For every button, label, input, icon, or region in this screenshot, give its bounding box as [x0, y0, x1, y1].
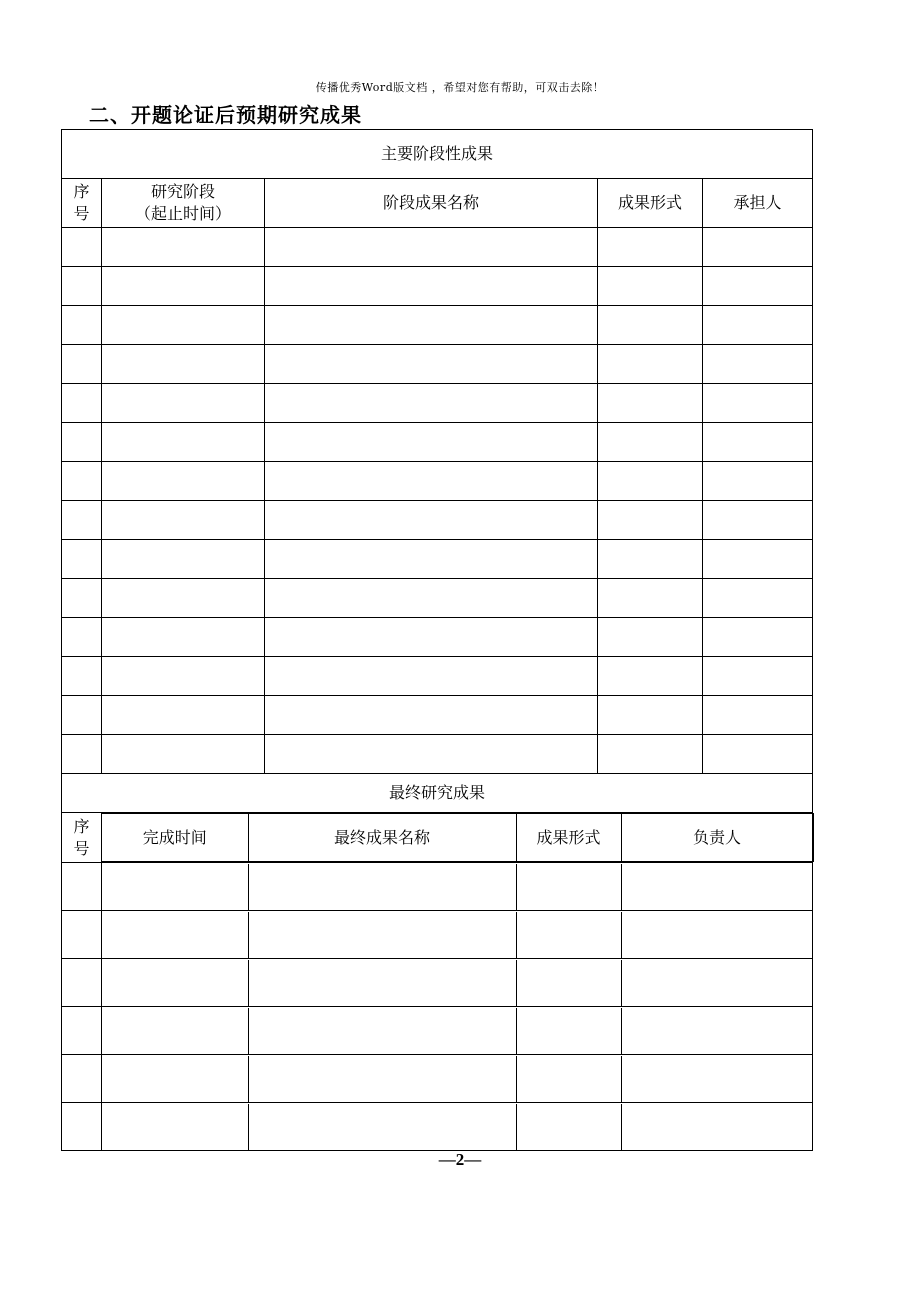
stage-cell-form[interactable] [598, 423, 703, 462]
stage-cell-seq[interactable] [62, 228, 102, 267]
stage-cell-owner[interactable] [703, 540, 813, 579]
stage-cell-name[interactable] [265, 618, 598, 657]
stage-cell-form[interactable] [598, 384, 703, 423]
page-number: —2— [438, 1150, 482, 1169]
stage-table-row [62, 345, 813, 384]
results-table [61, 129, 813, 1151]
stage-cell-form[interactable] [598, 579, 703, 618]
stage-cell-seq[interactable] [62, 384, 102, 423]
stage-header-period-line2: （起止时间） [134, 204, 231, 223]
stage-cell-period[interactable] [102, 267, 265, 306]
stage-cell-name[interactable] [265, 540, 598, 579]
final-row-inner [102, 864, 813, 910]
stage-cell-seq[interactable] [62, 618, 102, 657]
final-cell-form[interactable] [516, 1056, 621, 1102]
stage-cell-name[interactable] [265, 501, 598, 540]
stage-cell-period[interactable] [102, 618, 265, 657]
stage-cell-form[interactable] [598, 501, 703, 540]
stage-cell-period[interactable] [102, 657, 265, 696]
final-header-seq [62, 813, 102, 863]
stage-cell-period[interactable] [102, 540, 265, 579]
final-cell-form[interactable] [516, 864, 621, 910]
stage-cell-owner[interactable] [703, 735, 813, 774]
final-cell-form[interactable] [516, 960, 621, 1006]
stage-cell-owner[interactable] [703, 618, 813, 657]
stage-cell-period[interactable] [102, 501, 265, 540]
stage-cell-form[interactable] [598, 306, 703, 345]
final-row-inner [102, 1056, 813, 1102]
stage-cell-seq[interactable] [62, 462, 102, 501]
stage-cell-name[interactable] [265, 462, 598, 501]
stage-cell-seq[interactable] [62, 345, 102, 384]
section-title: 二、开题论证后预期研究成果 [89, 103, 362, 127]
final-results-banner: 最终研究成果 [62, 774, 813, 813]
final-row-group [102, 911, 813, 959]
stage-cell-owner[interactable] [703, 657, 813, 696]
stage-table-row [62, 423, 813, 462]
stage-table-row [62, 696, 813, 735]
stage-cell-name[interactable] [265, 384, 598, 423]
stage-header-period-line1: 研究阶段 [150, 182, 215, 201]
stage-cell-name[interactable] [265, 306, 598, 345]
stage-cell-owner[interactable] [703, 228, 813, 267]
stage-header-period [102, 179, 265, 228]
final-cell-name[interactable] [248, 1056, 516, 1102]
final-cell-owner[interactable] [621, 1056, 813, 1102]
final-header-seq-line2: 号 [73, 838, 90, 858]
final-cell-seq[interactable] [62, 911, 102, 959]
stage-header-seq-line1: 序 [73, 182, 90, 201]
stage-table-row [62, 384, 813, 423]
stage-cell-form[interactable] [598, 345, 703, 384]
final-table-row [62, 1103, 813, 1151]
stage-cell-owner[interactable] [703, 384, 813, 423]
stage-cell-name[interactable] [265, 228, 598, 267]
final-cell-seq[interactable] [62, 959, 102, 1007]
stage-cell-period[interactable] [102, 384, 265, 423]
final-cell-time[interactable] [102, 1104, 248, 1150]
stage-cell-period[interactable] [102, 462, 265, 501]
stage-cell-period[interactable] [102, 696, 265, 735]
stage-cell-seq[interactable] [62, 423, 102, 462]
final-cell-time[interactable] [102, 1008, 248, 1054]
stage-results-banner: 主要阶段性成果 [62, 130, 813, 179]
stage-cell-name[interactable] [265, 423, 598, 462]
stage-cell-name[interactable] [265, 735, 598, 774]
stage-table-row [62, 579, 813, 618]
stage-cell-form[interactable] [598, 696, 703, 735]
stage-header-seq [62, 179, 102, 228]
final-cell-owner[interactable] [621, 912, 813, 958]
final-row-inner [102, 960, 813, 1006]
final-cell-seq[interactable] [62, 1007, 102, 1055]
stage-table-row [62, 306, 813, 345]
stage-cell-owner[interactable] [703, 306, 813, 345]
stage-cell-period[interactable] [102, 306, 265, 345]
stage-cell-name[interactable] [265, 267, 598, 306]
final-cell-time[interactable] [102, 960, 248, 1006]
final-cell-time[interactable] [102, 864, 248, 910]
final-row-group [102, 959, 813, 1007]
stage-cell-seq[interactable] [62, 267, 102, 306]
final-cell-seq[interactable] [62, 1055, 102, 1103]
stage-cell-seq[interactable] [62, 501, 102, 540]
final-cell-owner[interactable] [621, 1008, 813, 1054]
stage-cell-period[interactable] [102, 735, 265, 774]
stage-table-row [62, 735, 813, 774]
stage-cell-form[interactable] [598, 228, 703, 267]
stage-table-row [62, 618, 813, 657]
stage-table-row [62, 501, 813, 540]
stage-cell-form[interactable] [598, 540, 703, 579]
stage-table-row [62, 657, 813, 696]
final-cell-owner[interactable] [621, 864, 813, 910]
stage-cell-owner[interactable] [703, 423, 813, 462]
final-cell-name[interactable] [248, 912, 516, 958]
stage-cell-name[interactable] [265, 579, 598, 618]
final-row-group [102, 1103, 813, 1151]
stage-cell-name[interactable] [265, 696, 598, 735]
stage-cell-seq[interactable] [62, 540, 102, 579]
final-table-row [62, 1007, 813, 1055]
final-row-inner [102, 1008, 813, 1054]
final-cell-form[interactable] [516, 1008, 621, 1054]
final-cell-owner[interactable] [621, 1104, 813, 1150]
stage-header-owner: 承担人 [703, 179, 813, 228]
final-cell-name[interactable] [248, 864, 516, 910]
stage-cell-form[interactable] [598, 657, 703, 696]
final-row-inner [102, 912, 813, 958]
stage-table-row [62, 267, 813, 306]
final-table-row [62, 959, 813, 1007]
stage-cell-period[interactable] [102, 345, 265, 384]
final-cell-seq[interactable] [62, 863, 102, 911]
final-cell-owner[interactable] [621, 960, 813, 1006]
final-row-group [102, 1007, 813, 1055]
final-header-time: 完成时间 [102, 814, 248, 862]
stage-table-row [62, 462, 813, 501]
stage-header-seq-line2: 号 [73, 204, 90, 223]
stage-header-form: 成果形式 [598, 179, 703, 228]
final-cell-time[interactable] [102, 912, 248, 958]
stage-cell-form[interactable] [598, 618, 703, 657]
watermark-text: 传播优秀Word版文档 ，希望对您有帮助，可双击去除！ [315, 81, 605, 94]
stage-cell-period[interactable] [102, 228, 265, 267]
final-cell-form[interactable] [516, 912, 621, 958]
final-cell-name[interactable] [248, 1008, 516, 1054]
stage-cell-form[interactable] [598, 267, 703, 306]
final-header-name: 最终成果名称 [248, 814, 516, 862]
stage-cell-seq[interactable] [62, 696, 102, 735]
final-row-group [102, 863, 813, 911]
final-header-seq-line1: 序 [73, 816, 90, 836]
stage-cell-owner[interactable] [703, 501, 813, 540]
stage-cell-name[interactable] [265, 345, 598, 384]
stage-cell-form[interactable] [598, 462, 703, 501]
stage-cell-owner[interactable] [703, 579, 813, 618]
stage-cell-owner[interactable] [703, 345, 813, 384]
final-cell-time[interactable] [102, 1056, 248, 1102]
final-cell-form[interactable] [516, 1104, 621, 1150]
final-header-owner: 负责人 [621, 814, 813, 862]
final-header-group [102, 813, 813, 863]
final-row-inner [102, 1104, 813, 1150]
stage-cell-seq[interactable] [62, 657, 102, 696]
final-cell-name[interactable] [248, 960, 516, 1006]
stage-table-row [62, 228, 813, 267]
stage-cell-seq[interactable] [62, 579, 102, 618]
stage-cell-seq[interactable] [62, 735, 102, 774]
stage-cell-form[interactable] [598, 735, 703, 774]
stage-cell-owner[interactable] [703, 696, 813, 735]
stage-cell-period[interactable] [102, 423, 265, 462]
stage-cell-seq[interactable] [62, 306, 102, 345]
final-header-form: 成果形式 [516, 814, 621, 862]
final-table-row [62, 863, 813, 911]
stage-cell-owner[interactable] [703, 267, 813, 306]
final-table-row [62, 1055, 813, 1103]
final-cell-name[interactable] [248, 1104, 516, 1150]
final-row-group [102, 1055, 813, 1103]
final-table-row [62, 911, 813, 959]
stage-table-row [62, 540, 813, 579]
stage-cell-period[interactable] [102, 579, 265, 618]
final-header-inner [102, 813, 814, 862]
final-cell-seq[interactable] [62, 1103, 102, 1151]
stage-header-name: 阶段成果名称 [265, 179, 598, 228]
stage-cell-name[interactable] [265, 657, 598, 696]
stage-cell-owner[interactable] [703, 462, 813, 501]
